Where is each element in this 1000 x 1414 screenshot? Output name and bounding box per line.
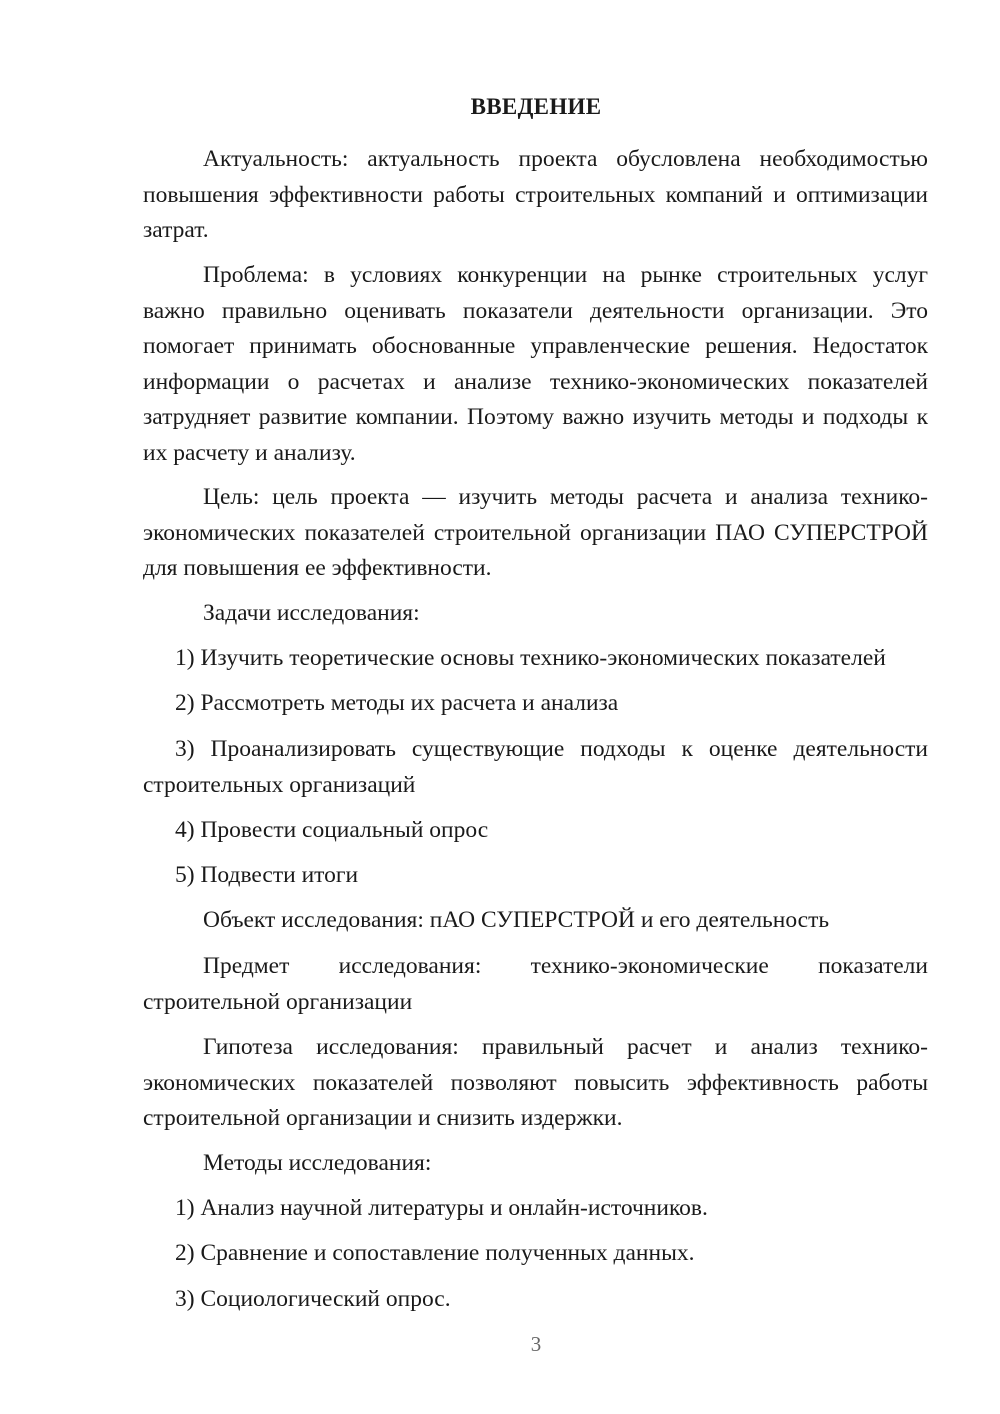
tasks-heading: Задачи исследования: [203, 600, 420, 626]
methods-heading: Методы исследования: [203, 1150, 432, 1176]
page-number: 3 [530, 1332, 542, 1356]
task-item-2: 2) Рассмотреть методы их расчета и анализа [175, 690, 619, 716]
paragraph-problem: Проблема: в условиях конкуренции на рынке строительных услуг важно правильно оценивать показатели деятельности организации. Это помогает принимать обоснованные управленческие решения. Недостаток информации о расчетах и анализе технико-экономических показателей затрудняет развитие компании. Поэтому важно изучить методы и подходы к их расчету и анализу. [143, 262, 928, 466]
paragraph-goal: Цель: цель проекта — изучить методы расчета и анализа технико-экономических показателей строительной организации ПАО СУПЕРСТРОЙ для повышения ее эффективности. [143, 484, 928, 581]
task-item-1: 1) Изучить теоретические основы технико-экономических показателей [175, 645, 886, 671]
method-item-2: 2) Сравнение и сопоставление полученных данных. [175, 1240, 695, 1266]
method-item-1: 1) Анализ научной литературы и онлайн-источников. [175, 1195, 708, 1221]
paragraph-object: Объект исследования: пАО СУПЕРСТРОЙ и его деятельность [203, 907, 830, 933]
paragraph-relevance: Актуальность: актуальность проекта обусловлена необходимостью повышения эффективности работы строительных компаний и оптимизации затрат. [143, 146, 928, 243]
paragraph-hypothesis: Гипотеза исследования: правильный расчет и анализ технико-экономических показателей позволяют повысить эффективность работы строительной организации и снизить издержки. [143, 1034, 928, 1131]
method-item-3: 3) Социологический опрос. [175, 1286, 451, 1312]
task-item-3: 3) Проанализировать существующие подходы к оценке деятельности строительных организаций [143, 736, 928, 798]
task-item-5: 5) Подвести итоги [175, 862, 359, 888]
paragraph-subject: Предмет исследования: технико-экономические показатели строительной организации [143, 953, 928, 1015]
task-item-4: 4) Провести социальный опрос [175, 817, 489, 843]
page-title: ВВЕДЕНИЕ [470, 94, 602, 119]
